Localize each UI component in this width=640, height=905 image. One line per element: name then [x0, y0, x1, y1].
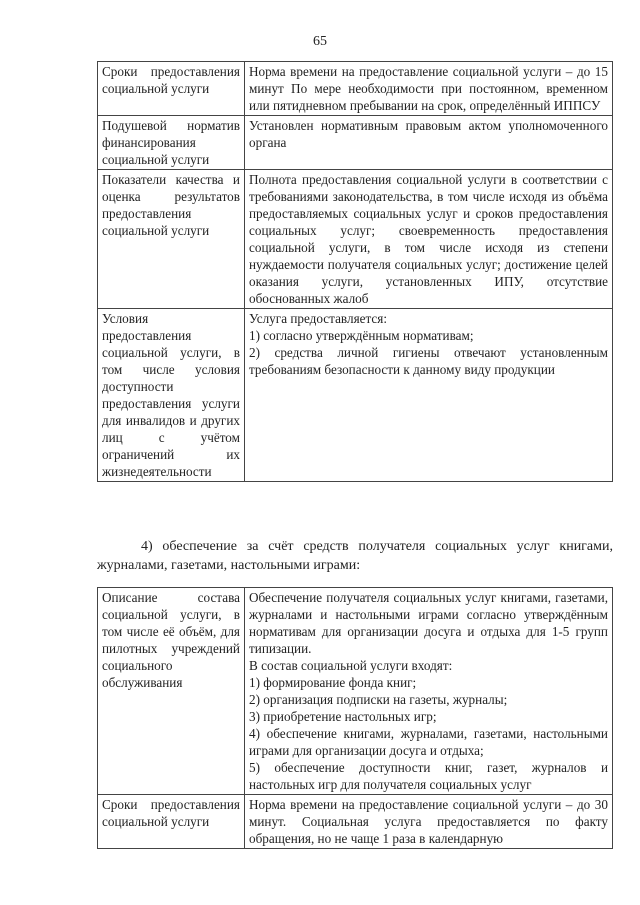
row-value — [245, 588, 613, 795]
page-number: 65 — [313, 34, 327, 49]
row-label: Условия предоставления социальной услуги, в том числе условия доступности предоставления услуги для инвалидов и других лиц с учётом ограничений их жизнедеятельности — [98, 309, 245, 482]
service-table-1 — [97, 61, 613, 482]
row-value-line: 2) средства личной гигиены отвечают установленным требованиям безопасности к данному виду продукции — [249, 345, 608, 377]
section-paragraph: 4) обеспечение за счёт средств получателя социальных услуг книгами, журналами, газетами, настольными играми: — [97, 539, 613, 573]
row-value-line: 4) обеспечение книгами, журналами, газетами, настольными играми для организации досуга и отдыха; — [249, 726, 608, 758]
table-row — [98, 62, 613, 116]
table-row — [98, 588, 613, 795]
table-row — [98, 170, 613, 309]
row-label: Сроки предоставления социальной услуги — [98, 62, 245, 116]
row-value-line: Полнота предоставления социальной услуги в соответствии с требованиями законодательства, в том числе исходя из объёма предоставляемых социальных услуг и сроков предоставления социальных услуг; своевременность предоставления социальной услуги, в том числе исходя из степени нуждаемости получателя социальных услуг; достижение целей оказания услуги, установленных ИПУ, отсутствие обоснованных жалоб — [249, 172, 608, 306]
row-value-line: 1) формирование фонда книг; — [249, 675, 417, 690]
row-value-line: Норма времени на предоставление социальной услуги – до 30 минут. Социальная услуга предоставляется по факту обращения, но не чаще 1 раза в календарную — [249, 797, 608, 846]
row-value — [245, 170, 613, 309]
row-value-line: 1) согласно утверждённым нормативам; — [249, 328, 474, 343]
row-value-line: Услуга предоставляется: — [249, 311, 387, 326]
table-row — [98, 795, 613, 849]
row-value-line: 5) обеспечение доступности книг, газет, журналов и настольных игр для получателя социальных услуг — [249, 760, 608, 792]
row-value-line: 3) приобретение настольных игр; — [249, 709, 437, 724]
table-row — [98, 116, 613, 170]
service-table-2 — [97, 587, 613, 849]
row-value-line: Норма времени на предоставление социальной услуги – до 15 минут По мере необходимости при постоянном, временном или пятидневном пребывании на срок, определённый ИППСУ — [249, 64, 608, 113]
row-value — [245, 795, 613, 849]
row-value-line: Установлен нормативным правовым актом уполномоченного органа — [249, 118, 608, 150]
row-label: Подушевой норматив финансирования социальной услуги — [98, 116, 245, 170]
row-value-line: 2) организация подписки на газеты, журналы; — [249, 692, 508, 707]
table-row — [98, 309, 613, 482]
row-value-line: Обеспечение получателя социальных услуг книгами, газетами, журналами и настольными играми согласно утверждённым нормативам для организации досуга и отдыха для 1-5 групп типизации. — [249, 590, 608, 656]
row-value — [245, 116, 613, 170]
row-label: Сроки предоставления социальной услуги — [98, 795, 245, 849]
row-value — [245, 62, 613, 116]
row-value — [245, 309, 613, 482]
row-label: Описание состава социальной услуги, в том числе её объём, для пилотных учреждений социального обслуживания — [98, 588, 245, 795]
row-label: Показатели качества и оценка результатов предоставления социальной услуги — [98, 170, 245, 309]
row-value-line: В состав социальной услуги входят: — [249, 658, 453, 673]
